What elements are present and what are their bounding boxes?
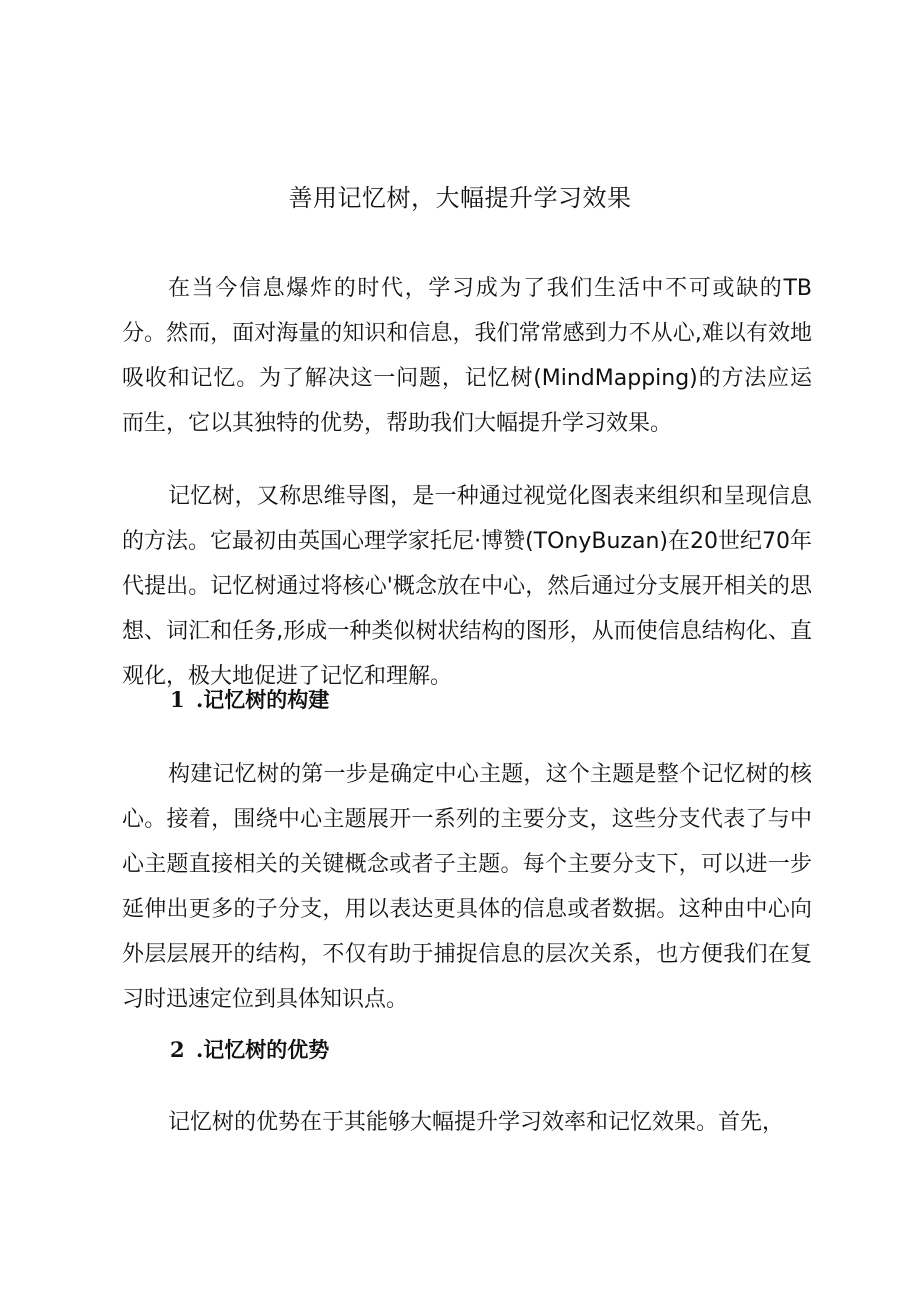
paragraph-advantages: 记忆树的优势在于其能够大幅提升学习效率和记忆效果。首先， [168,1110,785,1135]
section-label: .记忆树的优势 [196,1037,330,1062]
document-title: 善用记忆树，大幅提升学习效果 [288,184,632,212]
paragraph-construction: 构建记忆树的第一步是确定中心主题，这个主题是整个记忆树的核心。接着，围绕中心主题展开一系列的主要分支，这些分支代表了与中心主题直接相关的关键概念或者子主题。每个主要分支下，可以进一步延伸出更多的子分支，用以表达更具体的信息或者数据。这种由中心向外层层展开的结构，不仅有助于捕捉信息的层次关系，也方便我们在复习时迅速定位到具体知识点。 [122,762,812,1012]
section-number: 1 [170,687,185,712]
section-heading-advantages [170,1032,329,1068]
section-label: .记忆树的构建 [196,687,330,712]
paragraph-definition: 记忆树，又称思维导图，是一种通过视觉化图表来组织和呈现信息的方法。它最初由英国心理学家托尼·博赞(TOnyBuzan)在20世纪70年代提出。记忆树通过将核心'概念放在中心，然后通过分支展开相关的思想、词汇和任务,形成一种类似树状结构的图形，从而使信息结构化、直观化，极大地促进了记忆和理解。 [122,484,812,689]
section-number: 2 [170,1037,185,1062]
paragraph-intro: 在当今信息爆炸的时代，学习成为了我们生活中不可或缺的TB分。然而，面对海量的知识和信息，我们常常感到力不从心,难以有效地吸收和记忆。为了解决这一问题，记忆树(MindMapping)的方法应运而生，它以其独特的优势，帮助我们大幅提升学习效果。 [122,276,812,436]
section-heading-construction [170,682,329,718]
